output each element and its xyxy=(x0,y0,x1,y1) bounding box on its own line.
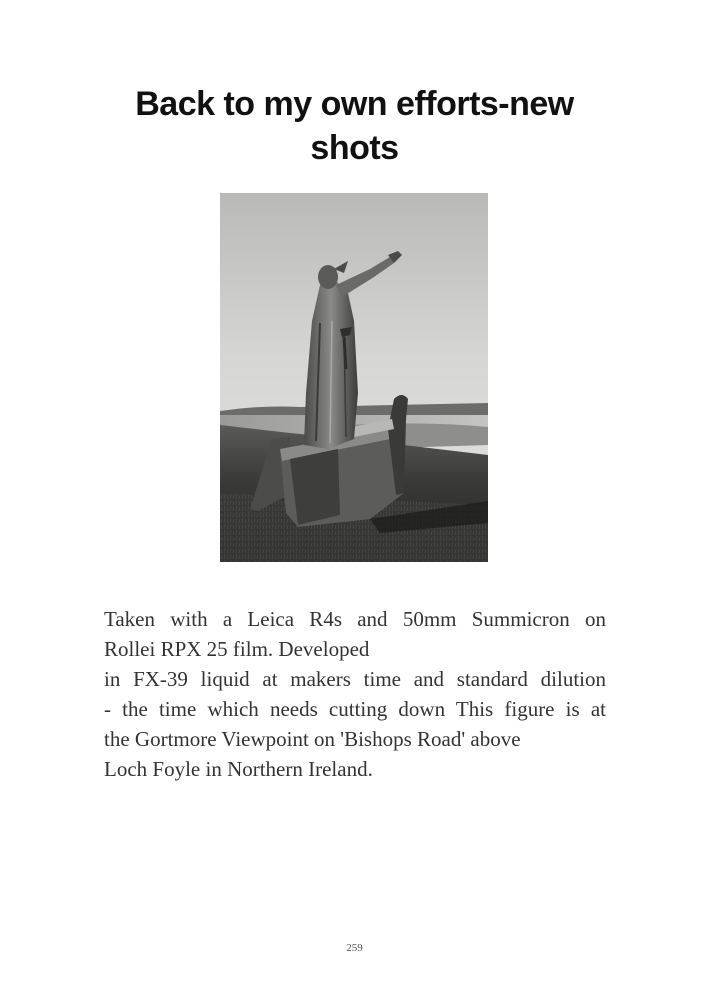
statue-photo xyxy=(220,193,488,562)
caption-line: Loch Foyle in Northern Ireland. xyxy=(104,757,373,781)
photo-caption xyxy=(104,604,606,784)
page-title xyxy=(60,82,649,170)
page-title-line-1: Back to my own efforts-new xyxy=(135,85,574,123)
caption-line: in FX-39 liquid at makers time and standard dilution xyxy=(104,667,606,691)
caption-line: - the time which needs cutting down This figure is at xyxy=(104,697,606,721)
caption-line: Rollei RPX 25 film. Developed xyxy=(104,637,370,661)
page-title-line-2: shots xyxy=(310,129,399,167)
caption-line: Taken with a Leica R4s and 50mm Summicron on xyxy=(104,607,606,631)
caption-line: the Gortmore Viewpoint on 'Bishops Road' above xyxy=(104,727,521,751)
page-number: 259 xyxy=(346,942,363,954)
